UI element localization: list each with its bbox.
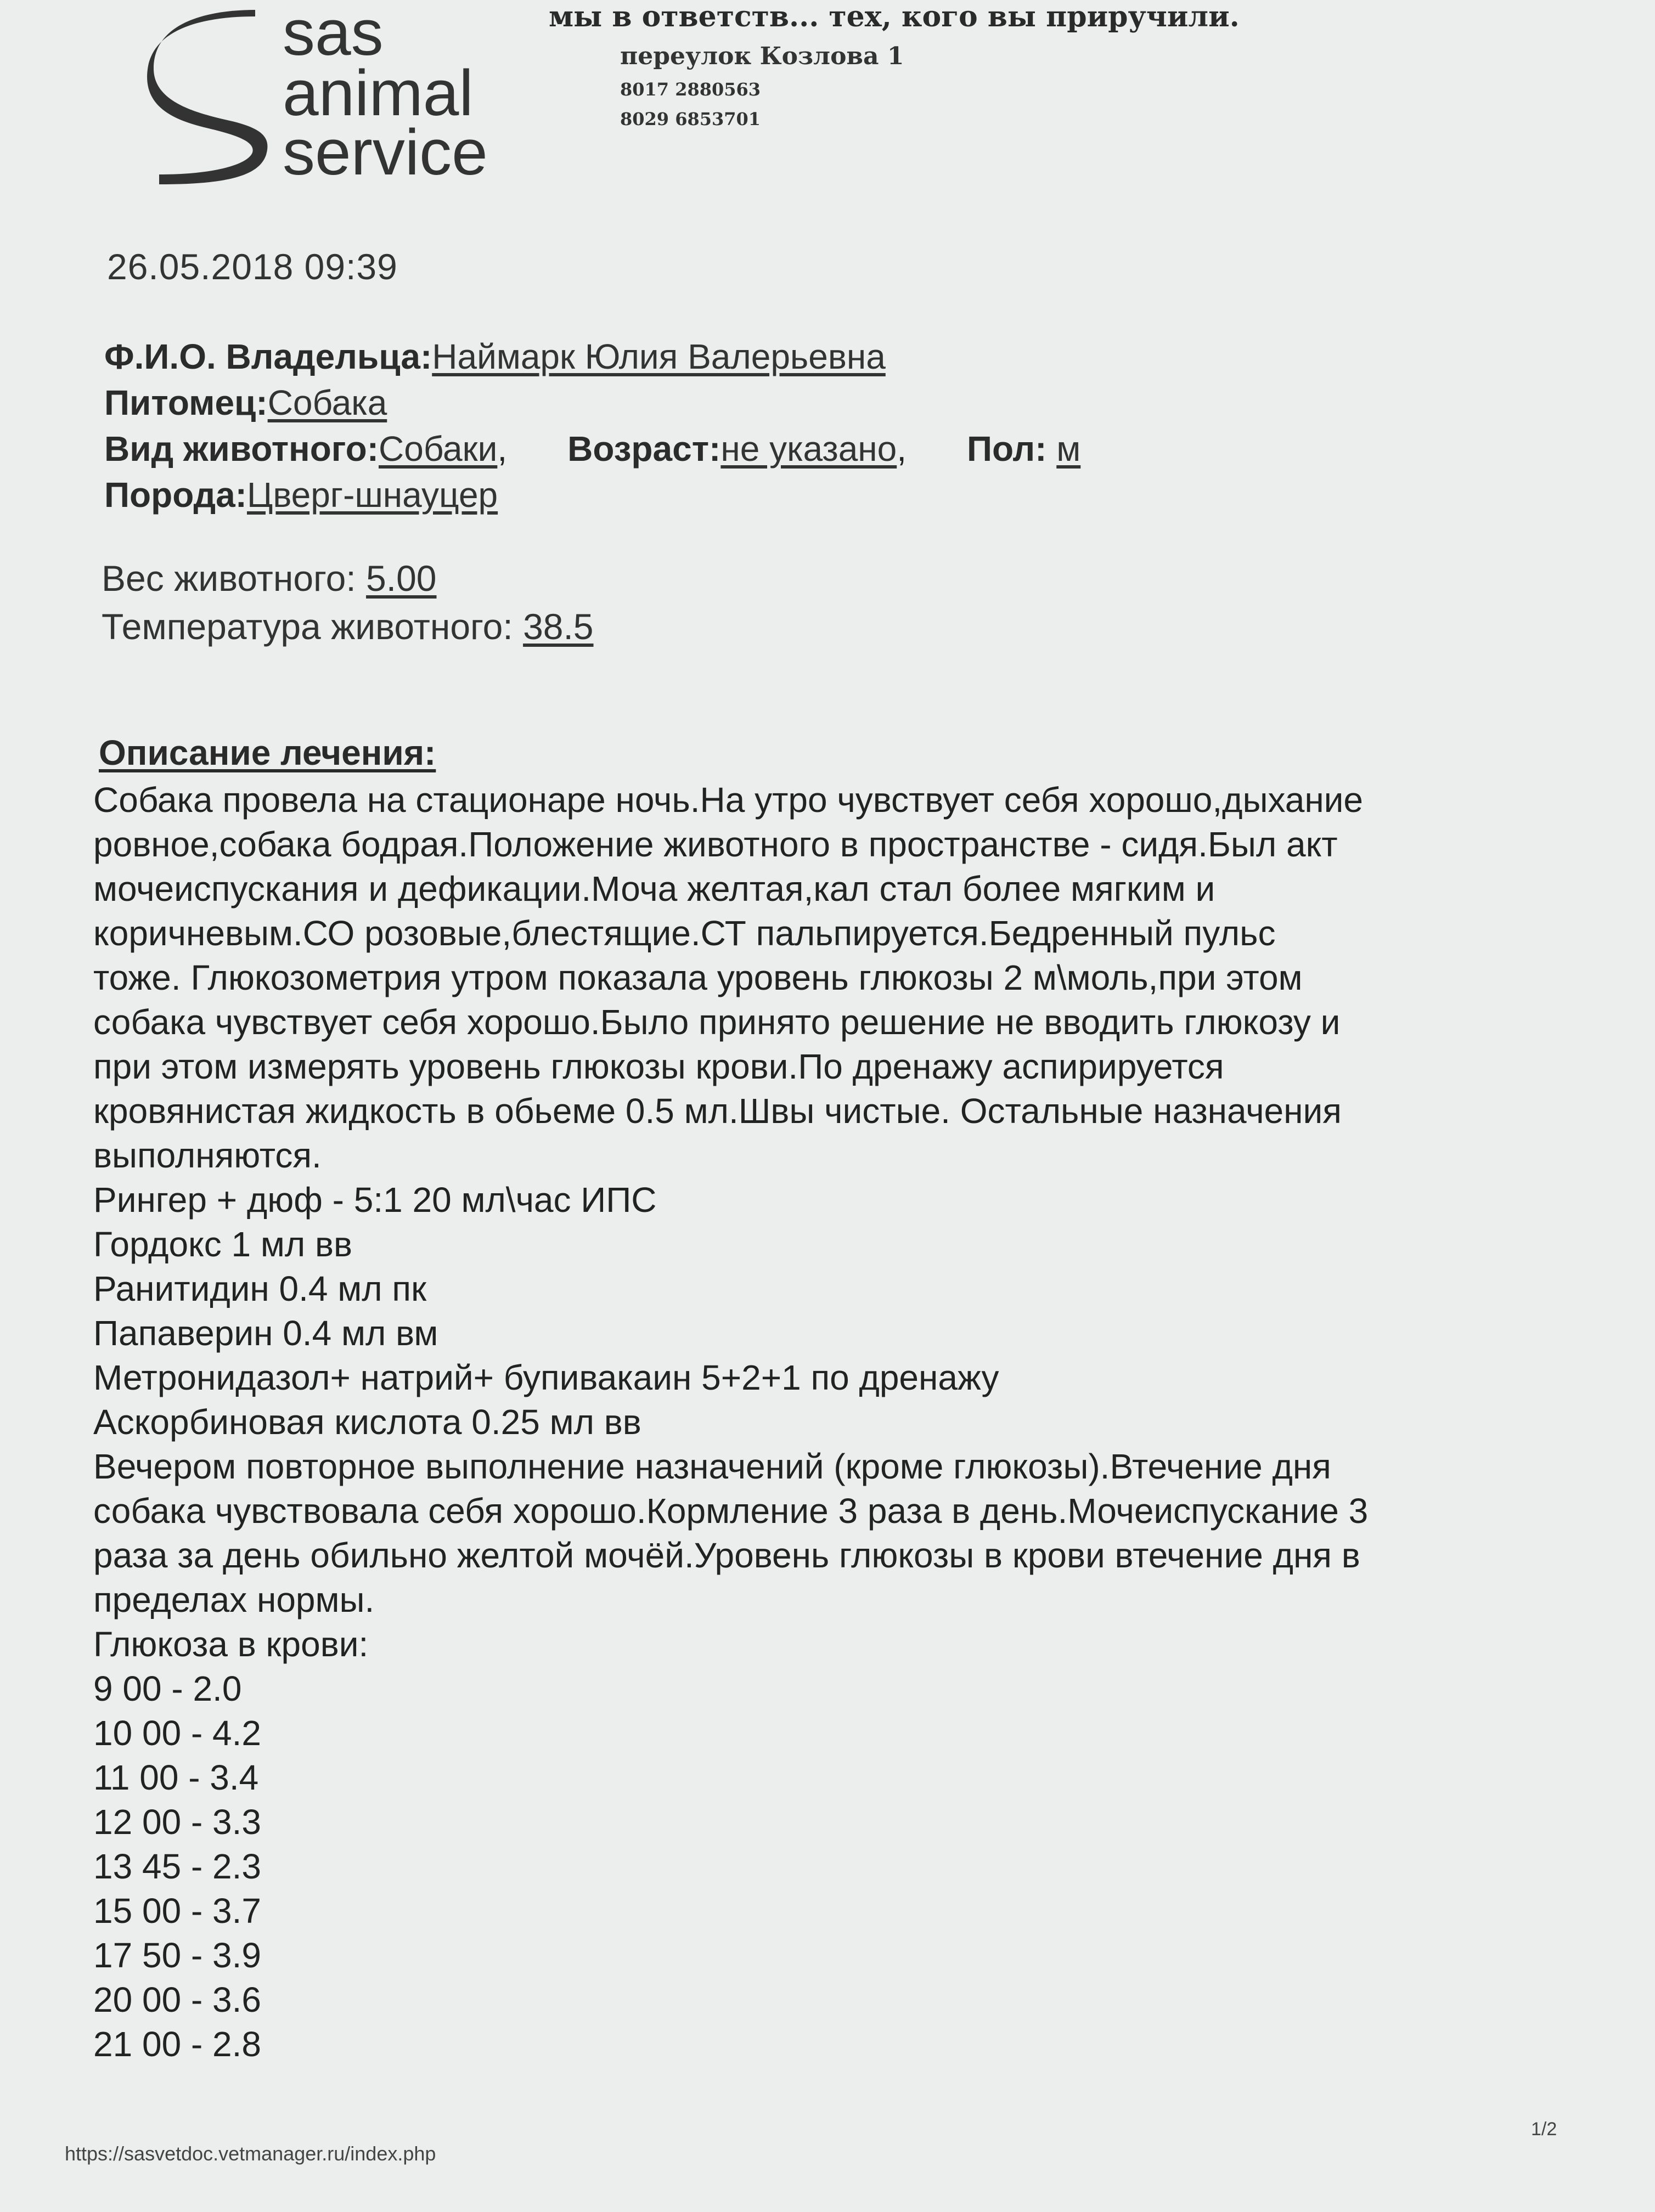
owner-label: Ф.И.О. Владельца:: [104, 337, 432, 376]
pet-label: Питомец:: [104, 383, 268, 422]
age-value: не указано: [720, 429, 897, 469]
treatment-line: Вечером повторное выполнение назначений (кроме глюкозы).Втечение дня: [93, 1447, 1331, 1486]
temperature-label: Температура животного:: [102, 606, 523, 647]
species-label: Вид животного:: [104, 429, 379, 469]
treatment-line: 10 00 - 4.2: [93, 1713, 261, 1753]
logo-text-animal: animal: [283, 57, 474, 129]
treatment-line: 13 45 - 2.3: [93, 1847, 261, 1886]
treatment-line: 12 00 - 3.3: [93, 1802, 261, 1842]
treatment-line: 11 00 - 3.4: [93, 1758, 259, 1797]
owner-value: Наймарк Юлия Валерьевна: [432, 337, 886, 376]
logo-text-sas: sas: [283, 0, 384, 69]
temperature-value: 38.5: [523, 606, 594, 647]
treatment-line: коричневым.СО розовые,блестящие.СТ пальпируется.Бедренный пульс: [93, 913, 1276, 953]
owner-row: [104, 334, 1080, 380]
treatment-line: собака чувствует себя хорошо.Было принято решение не вводить глюкозу и: [93, 1002, 1341, 1042]
breed-label: Порода:: [104, 475, 247, 515]
logo-animal-silhouette-icon: [225, 48, 261, 70]
clinic-phone-1: 8017 2880563: [620, 79, 761, 100]
pet-row: [104, 380, 1080, 426]
treatment-line: выполняются.: [93, 1136, 322, 1175]
clinic-contacts: [620, 38, 904, 134]
weight-value: 5.00: [366, 558, 437, 599]
treatment-line: Ранитидин 0.4 мл пк: [93, 1269, 427, 1308]
weight-row: [102, 554, 594, 602]
treatment-line: мочеиспускания и дефикации.Моча желтая,кал стал более мягким и: [93, 869, 1215, 909]
sex-label: Пол:: [967, 429, 1047, 469]
vital-signs: [102, 554, 594, 651]
sas-animal-service-logo: [143, 0, 560, 198]
patient-info: [104, 334, 1080, 518]
logo-s-mark-icon: [147, 10, 267, 184]
treatment-line: Гордокс 1 мл вв: [93, 1224, 353, 1264]
treatment-line: 21 00 - 2.8: [93, 2024, 261, 2064]
pet-value: Собака: [267, 383, 387, 422]
logo-text-service: service: [283, 116, 488, 189]
treatment-line: 20 00 - 3.6: [93, 1980, 261, 2019]
treatment-line: пределах нормы.: [93, 1580, 375, 1620]
treatment-line: Собака провела на стационаре ночь.На утро чувствует себя хорошо,дыхание: [93, 780, 1363, 820]
treatment-line: при этом измерять уровень глюкозы крови.По дренажу аспирируется: [93, 1047, 1224, 1086]
header-slogan: мы в ответств... тех, кого вы приручили.: [549, 0, 1240, 33]
record-datetime: 26.05.2018 09:39: [107, 246, 398, 287]
species-row: Вид животного:Собаки, Возраст:не указано, Пол: м: [104, 429, 1081, 469]
treatment-line: Метронидазол+ натрий+ бупивакаин 5+2+1 по дренажу: [93, 1358, 999, 1397]
page-number: 1/2: [1531, 2119, 1557, 2140]
treatment-description: [93, 778, 1553, 2067]
treatment-line: Глюкоза в крови:: [93, 1624, 369, 1664]
treatment-line: 17 50 - 3.9: [93, 1936, 261, 1975]
clinic-phone-2: 8029 6853701: [620, 109, 761, 129]
treatment-line: 15 00 - 3.7: [93, 1891, 261, 1931]
treatment-line: Аскорбиновая кислота 0.25 мл вв: [93, 1402, 641, 1442]
sex-value: м: [1056, 429, 1081, 469]
treatment-line: Рингер + дюф - 5:1 20 мл\час ИПС: [93, 1180, 657, 1220]
clinic-address: переулок Козлова 1: [620, 42, 904, 70]
breed-value: Цверг-шнауцер: [246, 475, 498, 515]
breed-row: [104, 472, 1080, 518]
treatment-line: ровное,собака бодрая.Положение животного в пространстве - сидя.Был акт: [93, 825, 1338, 864]
footer-url: https://sasvetdoc.vetmanager.ru/index.php: [65, 2142, 436, 2165]
weight-label: Вес животного:: [102, 558, 367, 599]
age-label: Возраст:: [567, 429, 721, 469]
treatment-line: 9 00 - 2.0: [93, 1669, 242, 1708]
temperature-row: [102, 602, 594, 651]
treatment-line: тоже. Глюкозометрия утром показала уровень глюкозы 2 м\моль,при этом: [93, 958, 1303, 997]
treatment-line: кровянистая жидкость в обьеме 0.5 мл.Швы чистые. Остальные назначения: [93, 1091, 1342, 1131]
treatment-title: Описание лечения:: [99, 733, 436, 772]
species-value: Собаки: [379, 429, 498, 469]
treatment-line: Папаверин 0.4 мл вм: [93, 1313, 438, 1353]
treatment-line: раза за день обильно желтой мочёй.Уровень глюкозы в крови втечение дня в: [93, 1536, 1360, 1575]
treatment-line: собака чувствовала себя хорошо.Кормление 3 раза в день.Мочеиспускание 3: [93, 1491, 1369, 1531]
